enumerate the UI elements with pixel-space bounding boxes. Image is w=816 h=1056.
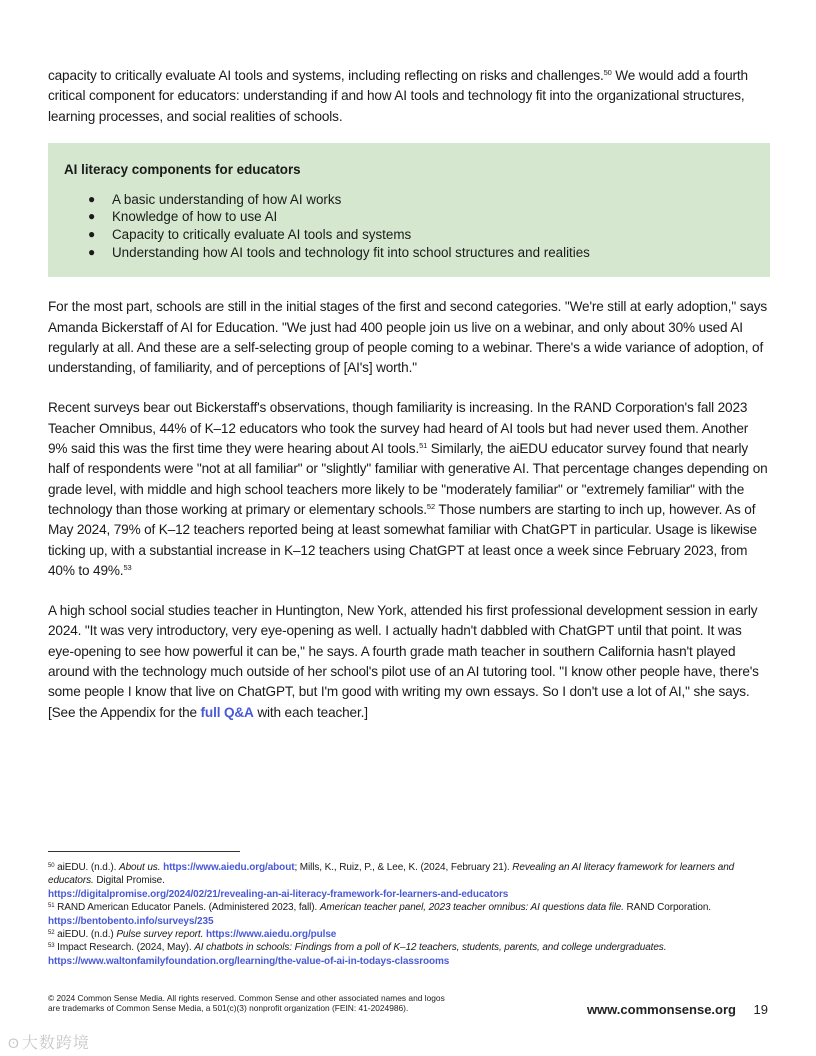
footnote-ref-51[interactable]: 51 [419, 441, 428, 451]
footnote-link[interactable]: https://digitalpromise.org/2024/02/21/revealing-an-ai-literacy-framework-for-learners-and-educators [48, 888, 509, 900]
list-item: ● Understanding how AI tools and technology fit into school structures and realities [88, 244, 590, 260]
callout-list [64, 191, 754, 261]
list-item: ● Capacity to critically evaluate AI tools and systems [88, 227, 412, 243]
paragraph-teachers: A high school social studies teacher in Huntington, New York, attended his first professional development session in early 2024. "It was very introductory, very eye-opening as well. I actually hadn't dabbled with ChatGPT until that point. It was eye-opening to see how powerful it can be," he says. A fourth grade math teacher in southern California hasn't played around with the technology much outside of her school's pilot use of an AI tutoring tool. "I know other people have, there's some people I know that live on ChatGPT, but I'm good with writing my own essays. So I don't use a lot of AI," she says. [See the Appendix for the full Q&A with each teacher.] [48, 603, 759, 720]
page-body [48, 66, 770, 723]
footnote-ref-52[interactable]: 52 [426, 501, 435, 511]
footnote-ref-50[interactable]: 50 [603, 68, 612, 77]
bullet-icon: ● [88, 191, 96, 206]
ai-literacy-callout [48, 143, 770, 277]
bullet-icon: ● [88, 227, 96, 242]
footnote-link[interactable]: https://www.waltonfamilyfoundation.org/learning/the-value-of-ai-in-todays-classrooms [48, 955, 450, 967]
footnote-51: $^{51}$ RAND American Educator Panels. (Administered 2023, fall). American teacher panel, 2023 teacher omnibus: AI questions data file. RAND Corporation. https://bentobento.info/surveys/235 [48, 902, 711, 927]
footnote-53: $^{53}$ Impact Research. (2024, May). AI chatbots in schools: Findings from a poll of K–12 teachers, students, parents, and college undergraduates. https://www.waltonfamilyfoundation.org/learning/the-value-of-ai-in-todays-classrooms [48, 942, 667, 967]
site-url[interactable]: www.commonsense.org [586, 1002, 736, 1017]
page-footer [48, 993, 770, 1017]
footnote-ref-53[interactable]: 53 [123, 562, 132, 572]
footnote-link[interactable]: https://www.aiedu.org/about [163, 862, 295, 873]
footnote-link[interactable]: https://www.aiedu.org/pulse [205, 929, 337, 941]
callout-title: AI literacy components for educators [64, 161, 301, 177]
watermark-logo-icon: ʘ [8, 1035, 20, 1051]
paragraph-adoption: For the most part, schools are still in the initial stages of the first and second categories. "We're still at early adoption," says Amanda Bickerstaff of AI for Education. "We just had 400 people join us live on a webinar, and only about 30% used AI regularly at all. And these are a self-selecting group of people coming to a webinar. There's a wide variance of adoption, of understanding, of familiarity, and of perceptions of [AI's] worth." [48, 299, 768, 376]
watermark: ʘ 大数跨境 [8, 1035, 90, 1052]
footnote-divider [48, 851, 240, 852]
paragraph-surveys: Recent surveys bear out Bickerstaff's observations, though familiarity is increasing. In the RAND Corporation's fall 2023 Teacher Omnibus, 44% of K–12 educators who took the survey had heard of AI tools but had never used them. Another 9% said this was the first time they were hearing about AI tools.$^{51}$ Similarly, the aiEDU educator survey found that nearly half of respondents were "not at all familiar" or "slightly" familiar with generative AI. That percentage changes depending on grade level, with middle and high school teachers more likely to be "moderately familiar" or "extremely familiar" with the technology than those working at primary or elementary schools.$^{52}$ Those numbers are starting to inch up, however. As of May 2024, 79% of K–12 teachers reported being at least somewhat familiar with ChatGPT in particular. Usage is likewise ticking up, with a substantial increase in K–12 teachers using ChatGPT at least once a week since February 2023, from 40% to 49%.$^{53}$ [48, 400, 768, 578]
full-qa-link[interactable]: full Q&A [200, 704, 254, 720]
intro-paragraph: capacity to critically evaluate AI tools and systems, including reflecting on risks and challenges.$^{50}$ We would add a fourth critical component for educators: understanding if and how AI tools and technology fit into the organizational structures, learning processes, and social realities of schools. [48, 68, 748, 124]
list-item: ● Knowledge of how to use AI [88, 209, 278, 225]
list-item: ● A basic understanding of how AI works [88, 191, 342, 207]
footnote-52: $^{52}$ aiEDU. (n.d.) Pulse survey report. https://www.aiedu.org/pulse [48, 929, 337, 941]
footnote-link[interactable]: https://bentobento.info/surveys/235 [48, 915, 214, 927]
footnotes [48, 851, 770, 968]
copyright: © 2024 Common Sense Media. All rights reserved. Common Sense and other associated names and logos are trademarks of Common Sense Media, a 501(c)(3) nonprofit organization (FEIN: 41-2024986). [48, 993, 445, 1014]
bullet-icon: ● [88, 244, 96, 259]
footnote-50: $^{50}$ aiEDU. (n.d.). About us. https://www.aiedu.org/about; Mills, K., Ruiz, P., & Lee, K. (2024, February 21). Revealing an AI literacy framework for learners and educators. Digital Promise. https://digitalpromise.org/2024/02/21/revealing-an-ai-literacy-framework-for-learners-and-educators [48, 862, 735, 900]
bullet-icon: ● [88, 209, 96, 224]
page-number: 19 [753, 1002, 768, 1017]
